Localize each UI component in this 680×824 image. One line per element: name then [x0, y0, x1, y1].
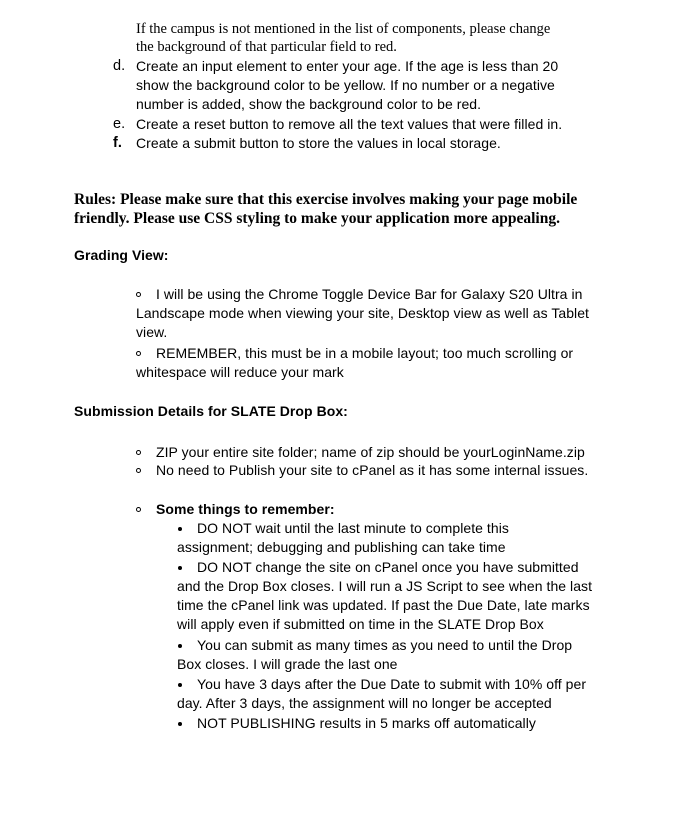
- list-item-d-line-1: Create an input element to enter your age. If the age is less than 20: [136, 58, 559, 74]
- grading-item-2-line-1: REMEMBER, this must be in a mobile layout; too much scrolling or: [156, 345, 574, 361]
- grading-item-1-line-2: Landscape mode when viewing your site, Desktop view as well as Tablet: [136, 305, 589, 321]
- list-intro-line-2: the background of that particular field to red.: [136, 39, 397, 55]
- list-item-d-line-3: number is added, show the background color to be red.: [136, 96, 482, 112]
- grading-heading: Grading View:: [74, 247, 169, 263]
- bullet-dot-icon: [178, 527, 182, 531]
- list-item-f-line-1: Create a submit button to store the values in local storage.: [136, 135, 501, 151]
- submission-item-2: No need to Publish your site to cPanel as it has some internal issues.: [156, 462, 589, 478]
- remember-item-1-line-1: DO NOT wait until the last minute to complete this: [197, 520, 509, 536]
- bullet-dot-icon: [178, 722, 182, 726]
- bullet-dot-icon: [178, 566, 182, 570]
- list-item-d-line-2: show the background color to be yellow. If no number or a negative: [136, 77, 555, 93]
- grading-item-1-line-1: I will be using the Chrome Toggle Device Bar for Galaxy S20 Ultra in: [156, 286, 583, 302]
- remember-item-2-line-1: DO NOT change the site on cPanel once you have submitted: [197, 559, 579, 575]
- remember-item-2-line-2: and the Drop Box closes. I will run a JS Script to see when the last: [177, 578, 593, 594]
- remember-item-5-line-1: NOT PUBLISHING results in 5 marks off automatically: [197, 715, 536, 731]
- circle-bullet-icon: [136, 450, 141, 455]
- rules-line-2: friendly. Please use CSS styling to make your application more appealing.: [74, 210, 560, 227]
- grading-item-1-line-3: view.: [136, 324, 168, 340]
- remember-item-2-line-4: will apply even if submitted on time in the SLATE Drop Box: [177, 616, 544, 632]
- remember-item-3-line-2: Box closes. I will grade the last one: [177, 656, 398, 672]
- list-marker-d: d.: [113, 58, 126, 74]
- circle-bullet-icon: [136, 468, 141, 473]
- remember-item-3-line-1: You can submit as many times as you need to until the Drop: [197, 637, 573, 653]
- list-marker-f: f.: [113, 135, 122, 151]
- remember-item-1-line-2: assignment; debugging and publishing can take time: [177, 539, 506, 555]
- circle-bullet-icon: [136, 292, 141, 297]
- bullet-dot-icon: [178, 683, 182, 687]
- remember-item-2-line-3: time the cPanel link was updated. If past the Due Date, late marks: [177, 597, 590, 613]
- remember-item-4-line-1: You have 3 days after the Due Date to submit with 10% off per: [197, 676, 587, 692]
- circle-bullet-icon: [136, 507, 141, 512]
- list-intro-line-1: If the campus is not mentioned in the list of components, please change: [136, 21, 551, 37]
- remember-item-4-line-2: day. After 3 days, the assignment will no longer be accepted: [177, 695, 552, 711]
- remember-heading: Some things to remember:: [156, 501, 335, 517]
- bullet-dot-icon: [178, 644, 182, 648]
- list-item-e-line-1: Create a reset button to remove all the text values that were filled in.: [136, 116, 563, 132]
- list-marker-e: e.: [113, 116, 126, 132]
- submission-heading: Submission Details for SLATE Drop Box:: [74, 403, 348, 419]
- submission-item-1: ZIP your entire site folder; name of zip should be yourLoginName.zip: [156, 444, 585, 460]
- rules-line-1: Rules: Please make sure that this exercise involves making your page mobile: [74, 191, 578, 208]
- circle-bullet-icon: [136, 351, 141, 356]
- grading-item-2-line-2: whitespace will reduce your mark: [136, 364, 344, 380]
